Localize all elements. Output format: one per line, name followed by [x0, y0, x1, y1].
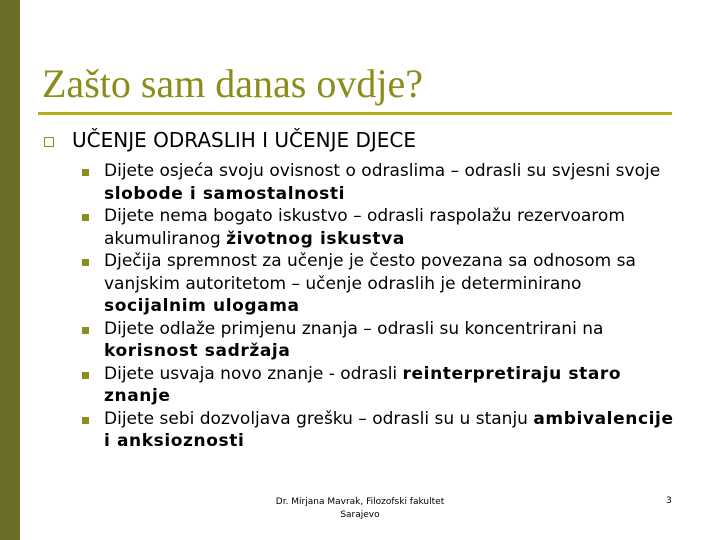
item-emphasis: ambivalencije i anksioznosti — [104, 408, 674, 451]
item-text: Dijete odlaže primjenu znanja – odrasli su koncentrirani na — [104, 318, 604, 339]
page-number: 3 — [666, 496, 672, 506]
item-text: Dječija spremnost za učenje je često povezana sa odnosom sa vanjskim autoritetom – učenje odraslih je determinirano — [104, 251, 636, 294]
item-emphasis: reinterpretiraju staro znanje — [104, 363, 622, 406]
list-item — [80, 205, 680, 250]
bullet-icon — [82, 259, 89, 266]
list-item — [80, 318, 680, 363]
square-bullet-icon — [44, 137, 54, 147]
footer-location: Sarajevo — [340, 510, 380, 520]
title-underline — [38, 112, 672, 115]
item-emphasis: korisnost sadržaja — [104, 341, 291, 361]
comparison-list — [80, 160, 680, 453]
item-text: Dijete osjeća svoju ovisnost o odraslima – odrasli su svjesni svoje — [104, 161, 661, 181]
footer-author: Dr. Mirjana Mavrak, Filozofski fakultet — [275, 497, 445, 507]
main-point-text: UČENJE ODRASLIH I UČENJE DJECE — [72, 128, 417, 152]
side-bar-decoration — [0, 0, 20, 540]
bullet-icon — [82, 327, 89, 334]
item-emphasis: životnog iskustva — [226, 228, 405, 249]
bullet-icon — [82, 372, 89, 379]
list-item — [80, 363, 680, 408]
bullet-icon — [82, 417, 89, 424]
list-item — [80, 408, 680, 453]
slide-title: Zašto sam danas ovdje? — [42, 61, 423, 106]
slide-footer — [250, 496, 470, 522]
item-text: Dijete usvaja novo znanje - odrasli — [104, 363, 403, 384]
list-item — [80, 250, 680, 318]
bullet-icon — [82, 169, 89, 176]
item-emphasis: socijalnim ulogama — [104, 296, 300, 316]
bullet-icon — [82, 214, 89, 221]
item-emphasis: slobode i samostalnosti — [104, 183, 346, 204]
list-item — [80, 160, 680, 205]
item-text: Dijete sebi dozvoljava grešku – odrasli su u stanju — [104, 408, 534, 429]
item-text: Dijete nema bogato iskustvo – odrasli raspolažu rezervoarom akumuliranog — [104, 206, 625, 249]
